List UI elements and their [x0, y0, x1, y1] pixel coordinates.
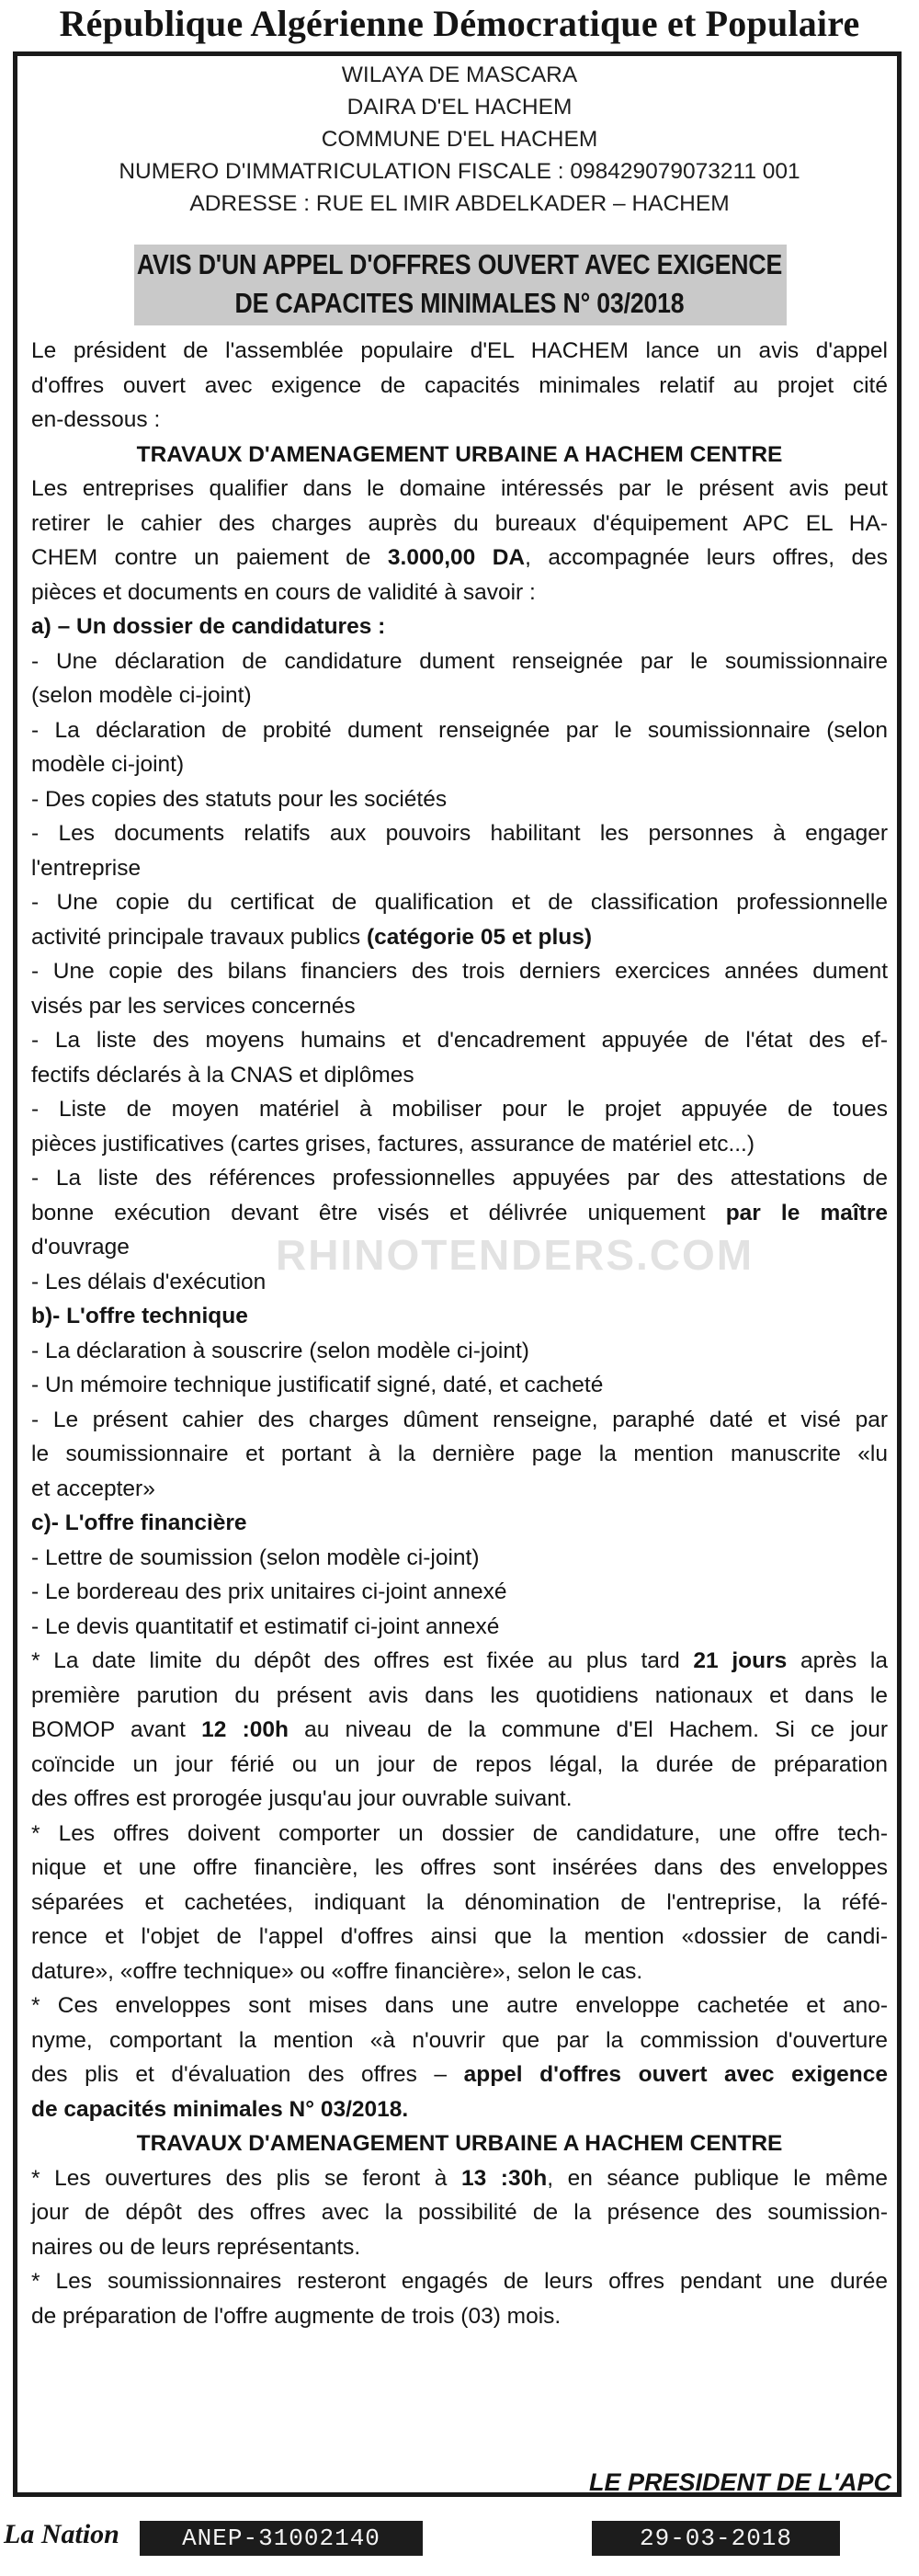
- body-text-bold: par le maître: [725, 1200, 889, 1225]
- body-line: [31, 1091, 888, 1128]
- body-line: [31, 2023, 888, 2059]
- body-text: naires ou de leurs représentants.: [31, 2234, 361, 2260]
- body-line: [31, 402, 888, 439]
- body-text: retirer le cahier des charges auprès du bureaux d'équipement APC EL HA-: [31, 510, 888, 536]
- body-text: , accompagnée leurs offres, des: [525, 545, 888, 570]
- issuer-daira: DAIRA D'EL HACHEM: [346, 95, 573, 120]
- publication-date: 29-03-2018: [592, 2521, 840, 2556]
- body-line: [31, 1471, 888, 1508]
- body-text-bold: (catégorie 05 et plus): [366, 924, 593, 950]
- body-line: [31, 1436, 888, 1473]
- body-line: [31, 609, 888, 645]
- body-text: dature», «offre technique» ou «offre financière», selon le cas.: [31, 1958, 643, 1984]
- body-text: - La déclaration de probité dument renseignée par le soumissionnaire (selon: [31, 717, 888, 743]
- body-text: * Les ouvertures des plis se feront à: [31, 2165, 461, 2191]
- body-line: [31, 1678, 888, 1715]
- body-line: [31, 1022, 888, 1059]
- body-text: rence et l'objet de l'appel d'offres ainsi que la mention «dossier de candi-: [31, 1924, 888, 1949]
- body-line: [31, 2126, 888, 2162]
- body-line: [31, 1885, 888, 1921]
- body-text-bold: 21 jours: [693, 1648, 788, 1673]
- notice-title-line1: AVIS D'UN APPEL D'OFFRES OUVERT AVEC EXIGENCE: [136, 248, 783, 280]
- body-text: en-dessous :: [31, 407, 161, 432]
- publication-footer: [0, 2515, 919, 2576]
- body-text: - Une copie du certificat de qualification et de classification professionnelle: [31, 890, 888, 915]
- body-line: [31, 506, 888, 542]
- body-text: séparées et cachetées, indiquant la dénomination de l'entreprise, la réfé-: [31, 1889, 888, 1915]
- body-text: - Liste de moyen matériel à mobiliser pour le projet appuyée de toues: [31, 1097, 888, 1122]
- body-text: bonne exécution devant être visés et délivrée uniquement: [31, 1200, 726, 1225]
- notice-title-line2: DE CAPACITES MINIMALES N° 03/2018: [234, 287, 685, 319]
- body-text: , en séance publique le même: [547, 2165, 888, 2191]
- body-text-bold: 12 :00h: [201, 1717, 289, 1742]
- body-text: pièces justificatives (cartes grises, factures, assurance de matériel etc...): [31, 1131, 755, 1157]
- body-text: - La liste des références professionnelles appuyées par des attestations de: [31, 1166, 888, 1191]
- body-line: [31, 2298, 888, 2335]
- body-text: d'offres ouvert avec exigence de capacités minimales relatif au projet cité: [31, 372, 888, 398]
- newspaper-logo: La Nation: [4, 2519, 119, 2549]
- body-line: [31, 540, 888, 576]
- body-line: [31, 850, 888, 887]
- body-line: [31, 781, 888, 818]
- body-line: [31, 953, 888, 990]
- issuer-address: ADRESSE : RUE EL IMIR ABDELKADER – HACHEM: [189, 191, 730, 216]
- body-text: fectifs déclarés à la CNAS et diplômes: [31, 1062, 414, 1088]
- body-text: activité principale travaux publics: [31, 924, 367, 950]
- body-text: pièces et documents en cours de validité à savoir :: [31, 579, 536, 605]
- body-text: - Le bordereau des prix unitaires ci-joint annexé: [31, 1579, 507, 1604]
- body-line: [31, 1333, 888, 1370]
- issuer-commune: COMMUNE D'EL HACHEM: [321, 127, 598, 152]
- body-line: [31, 1298, 888, 1335]
- body-line: [31, 2229, 888, 2266]
- body-text: Les entreprises qualifier dans le domaine intéressés par le présent avis peut: [31, 476, 888, 501]
- body-text: * La date limite du dépôt des offres est fixée au plus tard: [31, 1648, 694, 1673]
- republic-header: République Algérienne Démocratique et Populaire: [59, 3, 860, 44]
- body-text: - La liste des moyens humains et d'encadrement appuyée de l'état des ef-: [31, 1028, 888, 1053]
- body-text: au niveau de la commune d'El Hachem. Si ce jour: [288, 1717, 889, 1742]
- body-text: - Une déclaration de candidature dument renseignée par le soumissionnaire: [31, 648, 888, 674]
- body-line: [31, 368, 888, 405]
- body-text: nique et une offre financière, les offres sont insérées dans des enveloppes: [31, 1855, 888, 1880]
- body-text: BOMOP avant: [31, 1717, 202, 1742]
- body-text: modèle ci-joint): [31, 752, 185, 777]
- body-text: - La déclaration à souscrire (selon modèle ci-joint): [31, 1338, 529, 1363]
- body-text: le soumissionnaire et portant à la dernière page la mention manuscrite «lu: [31, 1442, 888, 1466]
- body-line: [31, 1264, 888, 1301]
- body-text-bold: 13 :30h: [460, 2165, 548, 2191]
- body-text: - Une copie des bilans financiers des trois derniers exercices années dument: [31, 959, 888, 984]
- body-line: [31, 884, 888, 921]
- body-line: [31, 1540, 888, 1577]
- body-text: - Le présent cahier des charges dûment renseigne, paraphé daté et visé par: [31, 1407, 888, 1432]
- body-line: [31, 2263, 888, 2300]
- body-text: des offres est prorogée jusqu'au jour ouvrable suivant.: [31, 1786, 573, 1811]
- body-line: [31, 1229, 888, 1266]
- watermark-text: RHINOTENDERS.COM: [276, 1231, 754, 1279]
- body-text: première parution du présent avis dans les quotidiens nationaux et dans le: [31, 1682, 888, 1708]
- body-line: [31, 1919, 888, 1955]
- body-line: [31, 1160, 888, 1197]
- body-line: [31, 678, 888, 714]
- body-text-bold: de capacités minimales N° 03/2018.: [31, 2096, 409, 2122]
- body-line: [31, 333, 888, 370]
- body-text: (selon modèle ci-joint): [31, 683, 252, 708]
- body-line: [31, 1505, 888, 1542]
- body-line: [31, 1954, 888, 1990]
- body-text: - Des copies des statuts pour les sociétés: [31, 786, 448, 812]
- body-line: [31, 1195, 888, 1232]
- body-line: [31, 1816, 888, 1852]
- body-text-bold: c)- L'offre financière: [31, 1510, 247, 1535]
- body-line: [31, 2194, 888, 2231]
- body-text: - Lettre de soumission (selon modèle ci-joint): [31, 1544, 480, 1570]
- body-line: [31, 1126, 888, 1163]
- body-text: coïncide un jour férié ou un jour de repos légal, la durée de préparation: [31, 1751, 888, 1777]
- body-text: visés par les services concernés: [31, 993, 356, 1019]
- body-line: [31, 2092, 888, 2128]
- body-text: jour de dépôt des offres avec la possibilité de la présence des soumission-: [31, 2200, 888, 2225]
- body-line: [31, 1609, 888, 1646]
- body-text-bold: 3.000,00 DA: [387, 545, 526, 570]
- body-text: de préparation de l'offre augmente de trois (03) mois.: [31, 2303, 562, 2329]
- body-line: [31, 1367, 888, 1404]
- body-text: après la: [787, 1648, 888, 1673]
- body-text: des plis et d'évaluation des offres –: [31, 2062, 464, 2087]
- body-text: - Les documents relatifs aux pouvoirs habilitant les personnes à engager: [31, 821, 888, 846]
- body-line: [31, 644, 888, 680]
- signature: LE PRESIDENT DE L'APC: [589, 2468, 891, 2496]
- body-line: [31, 1988, 888, 2024]
- body-text-bold: TRAVAUX D'AMENAGEMENT URBAINE A HACHEM CENTRE: [136, 441, 783, 467]
- body-text: - Un mémoire technique justificatif signé, daté, et cacheté: [31, 1373, 604, 1397]
- body-text-bold: TRAVAUX D'AMENAGEMENT URBAINE A HACHEM CENTRE: [136, 2131, 783, 2156]
- body-text: Le président de l'assemblée populaire d'EL HACHEM lance un avis d'appel: [31, 338, 888, 363]
- body-line: [31, 1574, 888, 1611]
- issuer-tax-number: NUMERO D'IMMATRICULATION FISCALE : 098429079073211 001: [119, 159, 800, 184]
- body-line: [31, 1850, 888, 1886]
- body-text: CHEM contre un paiement de: [31, 545, 388, 570]
- body-line: [31, 712, 888, 749]
- body-line: [31, 815, 888, 852]
- body-line: [31, 2057, 888, 2093]
- body-line: [31, 471, 888, 507]
- body-text: et accepter»: [31, 1476, 155, 1501]
- body-line: [31, 1057, 888, 1094]
- body-text-bold: appel d'offres ouvert avec exigence: [463, 2062, 888, 2087]
- anep-reference: ANEP-31002140: [140, 2521, 423, 2556]
- body-line: [31, 575, 888, 611]
- body-text-bold: b)- L'offre technique: [31, 1304, 248, 1328]
- body-line: [31, 1643, 888, 1680]
- body-text: * Les soumissionnaires resteront engagés de leurs offres pendant une durée: [31, 2269, 888, 2294]
- body-line: [31, 437, 888, 473]
- body-line: [31, 1402, 888, 1439]
- body-line: [31, 1712, 888, 1749]
- body-line: [31, 919, 888, 956]
- body-line: [31, 1747, 888, 1784]
- body-line: [31, 747, 888, 783]
- body-text: - Le devis quantitatif et estimatif ci-joint annexé: [31, 1613, 500, 1639]
- body-text: l'entreprise: [31, 855, 142, 881]
- body-text: * Ces enveloppes sont mises dans une autre enveloppe cachetée et ano-: [31, 1993, 888, 2018]
- body-line: [31, 988, 888, 1025]
- body-text: d'ouvrage: [31, 1235, 130, 1260]
- body-line: [31, 2160, 888, 2197]
- body-text: - Les délais d'exécution: [31, 1269, 267, 1294]
- issuer-wilaya: WILAYA DE MASCARA: [341, 63, 578, 87]
- body-line: [31, 1781, 888, 1818]
- body-text: nyme, comportant la mention «à n'ouvrir que par la commission d'ouverture: [31, 2027, 888, 2053]
- body-text-bold: a) – Un dossier de candidatures :: [31, 614, 386, 639]
- body-text: * Les offres doivent comporter un dossier de candidature, une offre tech-: [31, 1820, 888, 1846]
